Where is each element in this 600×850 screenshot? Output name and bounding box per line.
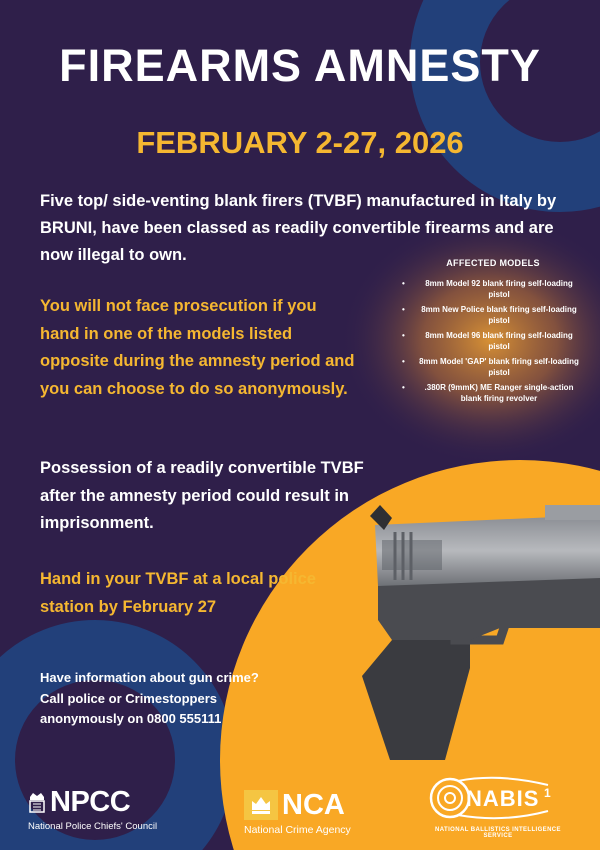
page-number: 1: [544, 786, 551, 800]
info-paragraph: Have information about gun crime? Call police or Crimestoppers anonymously on 0800 555111: [40, 670, 259, 726]
poster-title: FIREARMS AMNESTY: [59, 40, 541, 91]
nca-full-name: National Crime Agency: [244, 824, 351, 836]
npcc-logo: [28, 788, 157, 832]
crown-crest-icon: [28, 792, 46, 814]
model-item: • .380R (9mmK) ME Ranger single-action blank firing revolver: [402, 382, 584, 404]
model-item: • 8mm New Police blank firing self-loading pistol: [402, 304, 584, 326]
model-item: • 8mm Model 'GAP' blank firing self-loading pistol: [402, 356, 584, 378]
nabis-target-logo: [428, 775, 568, 821]
amnesty-paragraph: You will not face prosecution if you hand in one of the models listed opposite during the amnesty period and you can choose to do so anonymously.: [40, 297, 355, 398]
crown-crest-icon: [244, 790, 278, 820]
nabis-logo: [428, 775, 568, 839]
npcc-full-name: National Police Chiefs' Council: [28, 821, 158, 832]
npcc-name: NPCC: [50, 786, 131, 818]
nabis-tagline: NATIONAL BALLISTICS INTELLIGENCE SERVICE: [435, 827, 561, 839]
hand-in-paragraph: Hand in your TVBF at a local police station by February 27: [40, 570, 316, 616]
possession-paragraph: Possession of a readily convertible TVBF after the amnesty period could result in imprisonment.: [40, 459, 364, 532]
model-item: • 8mm Model 92 blank firing self-loading pistol: [402, 278, 584, 300]
nca-name: NCA: [282, 788, 345, 821]
nabis-name: NABIS: [466, 786, 540, 811]
nca-logo: [244, 790, 351, 836]
intro-paragraph: Five top/ side-venting blank firers (TVBF) manufactured in Italy by BRUNI, have been classed as readily convertible firearms and are now illegal to own.: [40, 192, 557, 264]
amnesty-dates: FEBRUARY 2-27, 2026: [136, 125, 464, 160]
affected-models-heading: AFFECTED MODELS: [446, 258, 540, 268]
affected-models-list: [402, 278, 584, 404]
model-item: • 8mm Model 96 blank firing self-loading pistol: [402, 330, 584, 352]
affected-models-panel: [402, 258, 584, 408]
